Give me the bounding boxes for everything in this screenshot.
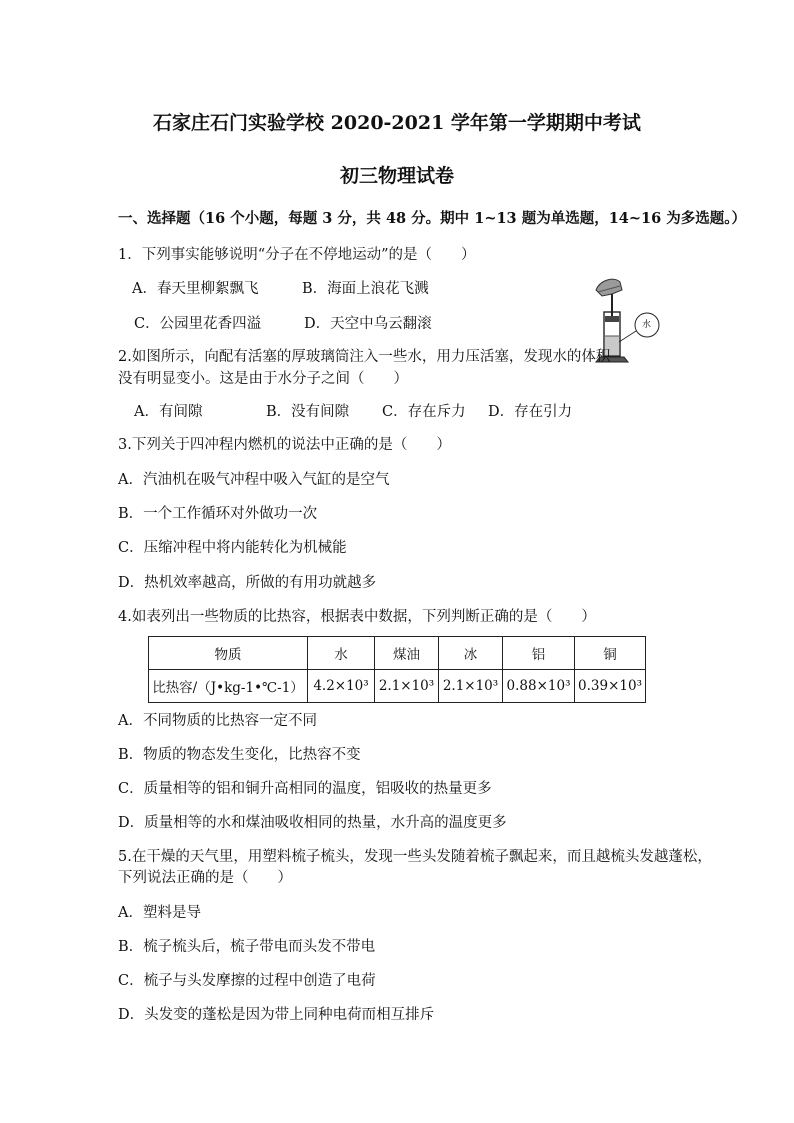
question-5-stem-line2: 下列说法正确的是（ ）	[118, 870, 292, 886]
figure-water-label: 水	[642, 320, 652, 330]
question-1-option-c: C．公园里花香四溢	[134, 316, 262, 332]
question-4-option-b: B．物质的物态发生变化，比热容不变	[118, 747, 361, 763]
table-cell: 2.1×10³	[375, 670, 439, 703]
question-1-stem: 1．下列事实能够说明“分子在不停地运动”的是（ ）	[118, 247, 476, 263]
question-3-option-a: A．汽油机在吸气冲程中吸入气缸的是空气	[118, 472, 390, 488]
table-cell: 2.1×10³	[439, 670, 503, 703]
question-4-stem: 4.如表列出一些物质的比热容，根据表中数据，下列判断正确的是（ ）	[118, 609, 596, 625]
question-5-option-c: C．梳子与头发摩擦的过程中创造了电荷	[118, 973, 376, 989]
table-cell: 0.39×10³	[575, 670, 646, 703]
question-2-stem-line1: 2.如图所示，向配有活塞的厚玻璃筒注入一些水，用力压活塞，发现水的体积	[118, 349, 611, 365]
question-1-option-d: D．天空中乌云翻滚	[304, 316, 432, 332]
table-header-cell: 铜	[575, 637, 646, 670]
table-header-cell: 物质	[149, 637, 308, 670]
question-4-option-c: C．质量相等的铝和铜升高相同的温度，铝吸收的热量更多	[118, 781, 492, 797]
section-heading: 一、选择题（16 个小题，每题 3 分，共 48 分。期中 1~13 题为单选题，14~16 为多选题。）	[118, 210, 747, 227]
specific-heat-table	[148, 636, 646, 703]
question-3-option-d: D．热机效率越高，所做的有用功就越多	[118, 575, 377, 591]
question-5-stem-line1: 5.在干燥的天气里，用塑料梳子梳头，发现一些头发随着梳子飘起来，而且越梳头发越蓬松，	[118, 849, 712, 865]
question-2-option-a: A．有间隙	[134, 404, 203, 420]
question-2-stem-line2: 没有明显变小。这是由于水分子之间（ ）	[118, 371, 408, 387]
question-5-option-a: A．塑料是导	[118, 905, 201, 921]
question-2-option-b: B．没有间隙	[266, 404, 350, 420]
question-3-stem: 3.下列关于四冲程内燃机的说法中正确的是（ ）	[118, 437, 451, 453]
table-header-cell: 铝	[503, 637, 575, 670]
page-title: 石家庄石门实验学校 2020-2021 学年第一学期期中考试	[153, 112, 641, 134]
question-4-option-a: A．不同物质的比热容一定不同	[118, 713, 317, 729]
table-header-cell: 冰	[439, 637, 503, 670]
table-cell: 0.88×10³	[503, 670, 575, 703]
question-3-option-b: B．一个工作循环对外做功一次	[118, 506, 318, 522]
question-2-option-d: D．存在引力	[488, 404, 573, 420]
question-4-option-d: D．质量相等的水和煤油吸收相同的热量，水升高的温度更多	[118, 815, 507, 831]
question-3-option-c: C．压缩冲程中将内能转化为机械能	[118, 540, 347, 556]
table-row	[149, 670, 646, 703]
question-1-option-a: A．春天里柳絮飘飞	[132, 281, 259, 297]
question-5-option-b: B．梳子梳头后，梳子带电而头发不带电	[118, 939, 376, 955]
question-1-option-b: B．海面上浪花飞溅	[302, 281, 429, 297]
question-2-option-c: C．存在斥力	[382, 404, 466, 420]
table-row-label: 比热容/（J•kg-1•℃-1）	[149, 670, 308, 703]
table-header-cell: 水	[308, 637, 375, 670]
page-subtitle: 初三物理试卷	[339, 165, 454, 187]
table-header-row	[149, 637, 646, 670]
table-cell: 4.2×10³	[308, 670, 375, 703]
question-5-option-d: D．头发变的蓬松是因为带上同种电荷而相互排斥	[118, 1007, 435, 1023]
table-header-cell: 煤油	[375, 637, 439, 670]
